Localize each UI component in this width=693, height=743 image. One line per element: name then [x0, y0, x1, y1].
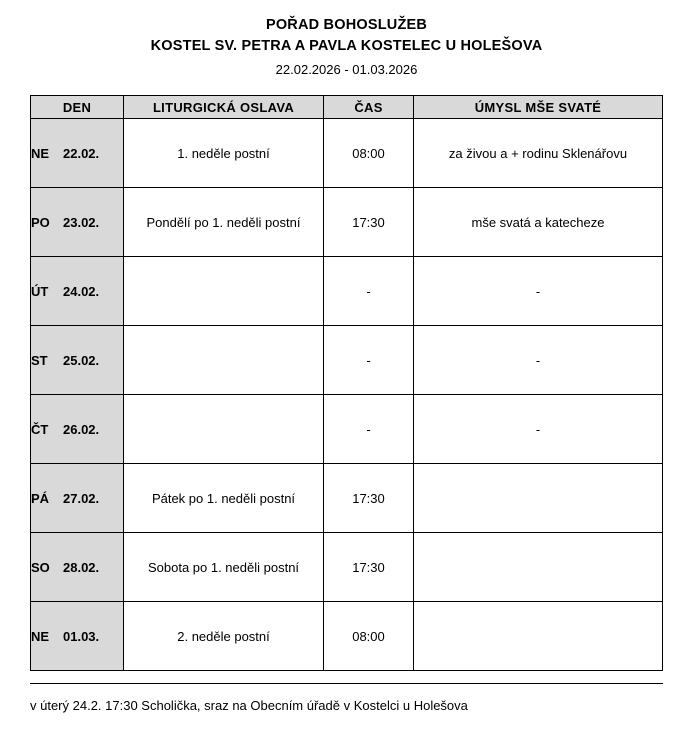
cell-intention: za živou a + rodinu Sklenářovu	[414, 119, 663, 188]
day-code: NE	[31, 145, 50, 161]
document-subtitle: KOSTEL SV. PETRA A PAVLA KOSTELEC U HOLEŠOVA	[150, 38, 543, 54]
cell-day	[31, 257, 124, 326]
cell-intention: mše svatá a katecheze	[414, 188, 663, 257]
cell-liturgy: Pátek po 1. neděli postní	[124, 464, 324, 533]
cell-time: 08:00	[324, 119, 414, 188]
day-code: SO	[31, 559, 50, 575]
day-code: PÁ	[31, 490, 50, 506]
day-date: 26.02.	[63, 421, 100, 437]
table-row	[31, 464, 663, 533]
cell-liturgy: Pondělí po 1. neděli postní	[124, 188, 324, 257]
table-body	[31, 119, 663, 671]
table-row	[31, 257, 663, 326]
table-row	[31, 188, 663, 257]
footer-note: v úterý 24.2. 17:30 Scholička, sraz na Obecním úřadě v Kostelci u Holešova	[30, 683, 663, 713]
table-row	[31, 533, 663, 602]
day-date: 23.02.	[63, 214, 100, 230]
column-header-liturgicka-oslava: LITURGICKÁ OSLAVA	[124, 96, 324, 119]
cell-day	[31, 602, 124, 671]
cell-day	[31, 464, 124, 533]
day-date: 28.02.	[63, 559, 100, 575]
day-date: 01.03.	[63, 628, 100, 644]
day-date: 25.02.	[63, 352, 100, 368]
cell-intention: -	[414, 257, 663, 326]
day-date: 27.02.	[63, 490, 100, 506]
day-code: ČT	[31, 421, 49, 437]
day-code: PO	[31, 214, 50, 230]
table-header-row	[31, 96, 663, 119]
cell-day	[31, 326, 124, 395]
cell-liturgy: Sobota po 1. neděli postní	[124, 533, 324, 602]
column-header-cas: ČAS	[324, 96, 414, 119]
cell-time: 08:00	[324, 602, 414, 671]
cell-liturgy: 2. neděle postní	[124, 602, 324, 671]
cell-day	[31, 533, 124, 602]
table-row	[31, 326, 663, 395]
cell-time: -	[324, 257, 414, 326]
day-code: ÚT	[31, 283, 49, 299]
cell-intention: -	[414, 326, 663, 395]
document-title: POŘAD BOHOSLUŽEB	[265, 17, 428, 33]
cell-day	[31, 119, 124, 188]
table-row	[31, 395, 663, 464]
cell-day	[31, 395, 124, 464]
cell-time: 17:30	[324, 464, 414, 533]
cell-day	[31, 188, 124, 257]
document-header	[0, 0, 693, 81]
date-range: 22.02.2026 - 01.03.2026	[275, 62, 418, 77]
cell-liturgy: 1. neděle postní	[124, 119, 324, 188]
schedule-table	[30, 95, 663, 671]
day-date: 24.02.	[63, 283, 100, 299]
table-row	[31, 119, 663, 188]
cell-time: 17:30	[324, 533, 414, 602]
column-header-umysl-mse-svate: ÚMYSL MŠE SVATÉ	[414, 96, 663, 119]
cell-liturgy	[124, 326, 324, 395]
cell-intention	[414, 533, 663, 602]
day-code: ST	[31, 352, 48, 368]
cell-liturgy	[124, 395, 324, 464]
cell-intention: -	[414, 395, 663, 464]
cell-intention	[414, 464, 663, 533]
cell-time: -	[324, 326, 414, 395]
table-row	[31, 602, 663, 671]
cell-liturgy	[124, 257, 324, 326]
cell-intention	[414, 602, 663, 671]
cell-time: -	[324, 395, 414, 464]
day-code: NE	[31, 628, 50, 644]
day-date: 22.02.	[63, 145, 100, 161]
cell-time: 17:30	[324, 188, 414, 257]
column-header-den: DEN	[31, 96, 124, 119]
